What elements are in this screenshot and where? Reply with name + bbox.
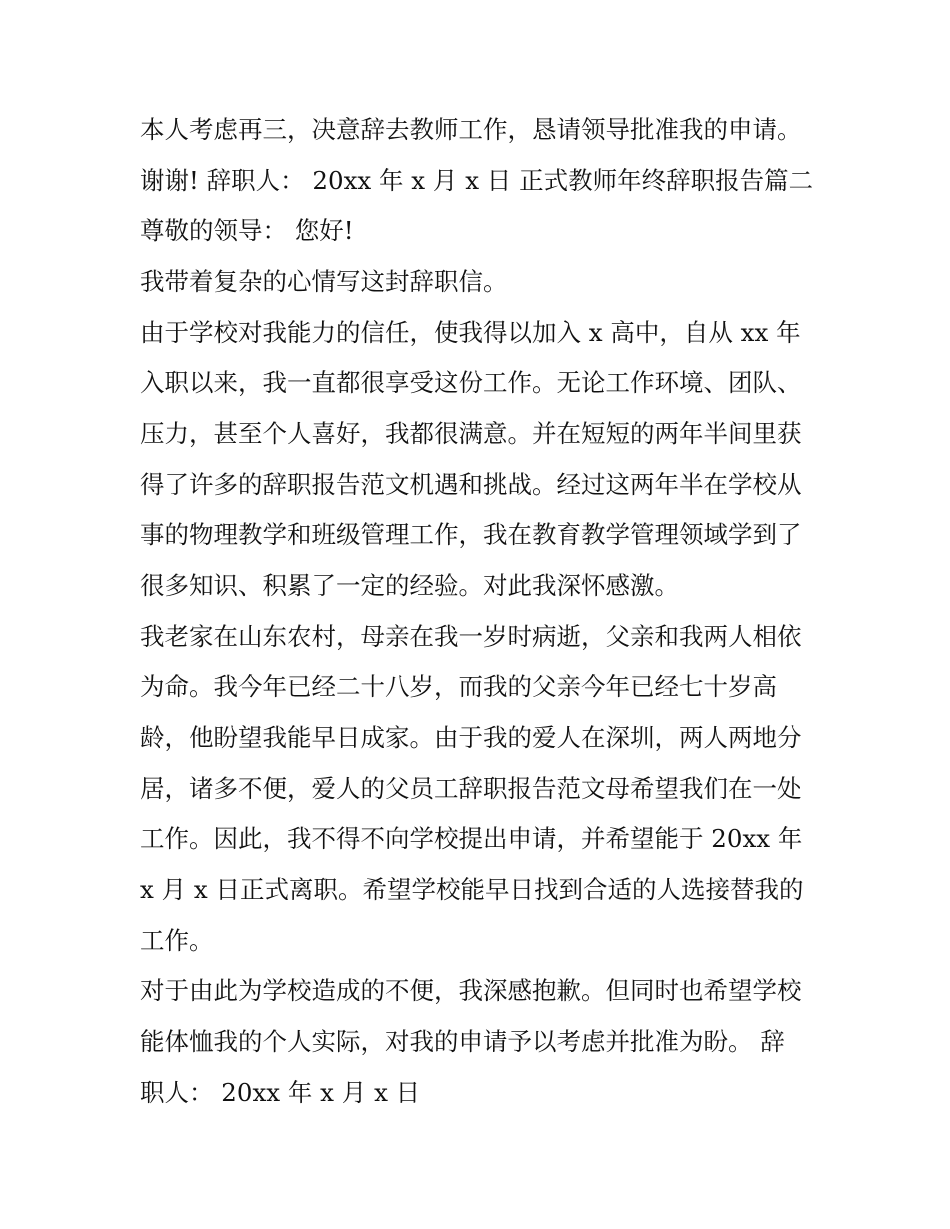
text-line: 由于学校对我能力的信任，使我得以加入 x 高中，自从 xx 年 [140, 318, 801, 347]
text-line: 职人： 20xx 年 x 月 x 日 [140, 1078, 421, 1107]
text-line: 事的物理教学和班级管理工作，我在教育教学管理领域学到了 [140, 520, 802, 549]
text-line: 压力，甚至个人喜好，我都很满意。并在短短的两年半间里获 [140, 419, 802, 448]
text-line: 得了许多的辞职报告范文机遇和挑战。经过这两年半在学校从 [140, 470, 802, 499]
text-line: 谢谢! 辞职人： 20xx 年 x 月 x 日 正式教师年终辞职报告篇二 [140, 166, 814, 195]
text-line: 我带着复杂的心情写这封辞职信。 [140, 267, 508, 296]
text-line: 我老家在山东农村，母亲在我一岁时病逝，父亲和我两人相依 [140, 622, 802, 651]
text-line: 能体恤我的个人实际，对我的申请予以考虑并批准为盼。 辞 [140, 1027, 785, 1056]
text-line: 为命。我今年已经二十八岁，而我的父亲今年已经七十岁高 [140, 672, 777, 701]
text-line: 尊敬的领导： 您好! [140, 216, 354, 245]
text-line: 工作。因此，我不得不向学校提出申请，并希望能于 20xx 年 [140, 824, 803, 853]
text-line: 本人考虑再三，决意辞去教师工作，恳请领导批准我的申请。 [140, 115, 802, 144]
text-line: 居，诸多不便，爱人的父员工辞职报告范文母希望我们在一处 [140, 774, 802, 803]
text-line: 龄，他盼望我能早日成家。由于我的爱人在深圳，两人两地分 [140, 723, 802, 752]
text-line: x 月 x 日正式离职。希望学校能早日找到合适的人选接替我的 [140, 875, 804, 904]
text-line: 工作。 [140, 926, 214, 955]
text-line: 很多知识、积累了一定的经验。对此我深怀感激。 [140, 571, 679, 600]
text-line: 入职以来，我一直都很享受这份工作。无论工作环境、团队、 [140, 368, 802, 397]
text-line: 对于由此为学校造成的不便，我深感抱歉。但同时也希望学校 [140, 976, 802, 1005]
